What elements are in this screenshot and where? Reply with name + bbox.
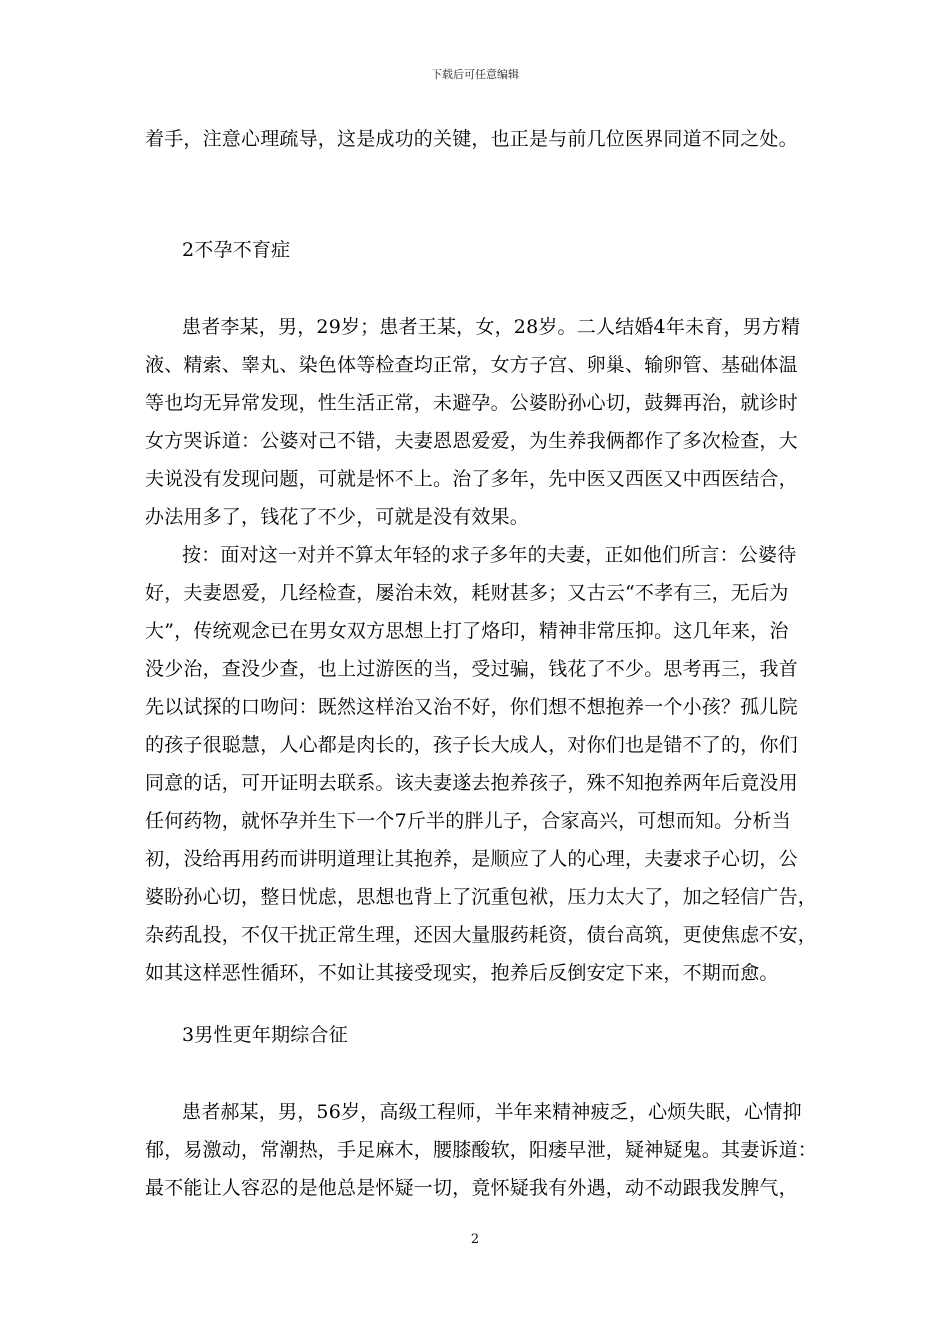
page-number: 2 xyxy=(470,1232,480,1247)
paragraph-line: 夫说没有发现问题，可就是怀不上。治了多年，先中医又西医又中西医结合， xyxy=(145,468,798,490)
paragraph-line: 最不能让人容忍的是他总是怀疑一切，竟怀疑我有外遇，动不动跟我发脾气， xyxy=(145,1177,798,1199)
paragraph-line: 办法用多了，钱花了不少，可就是没有效果。 xyxy=(145,506,530,528)
paragraph-line: 等也均无异常发现，性生活正常，未避孕。公婆盼孙心切，鼓舞再治，就诊时 xyxy=(145,392,798,414)
paragraph-line: 着手，注意心理疏导，这是成功的关键，也正是与前几位医界同道不同之处。 xyxy=(145,128,798,150)
paragraph-line: 按：面对这一对并不算太年轻的求子多年的夫妻，正如他们所言：公婆待 xyxy=(182,544,797,566)
paragraph-line: 液、精索、睾丸、染色体等检查均正常，女方子宫、卵巢、输卵管、基础体温 xyxy=(145,354,798,376)
paragraph-line: 任何药物，就怀孕并生下一个7斤半的胖儿子，合家高兴，可想而知。分析当 xyxy=(145,810,791,832)
paragraph-line: 先以试探的口吻问：既然这样治又治不好，你们想不想抱养一个小孩？孤儿院 xyxy=(145,696,798,718)
paragraph-line: 没少治，查没少查，也上过游医的当，受过骗，钱花了不少。思考再三，我首 xyxy=(145,658,798,680)
section-heading: 2不孕不育症 xyxy=(182,239,291,261)
paragraph-line: 杂药乱投，不仅干扰正常生理，还因大量服药耗资，债台高筑，更使焦虑不安， xyxy=(145,924,818,946)
paragraph-line: 女方哭诉道：公婆对己不错，夫妻恩恩爱爱，为生养我俩都作了多次检查，大 xyxy=(145,430,798,452)
paragraph-line: 大”，传统观念已在男女双方思想上打了烙印，精神非常压抑。这几年来，治 xyxy=(145,620,789,642)
paragraph-line: 患者李某，男，29岁；患者王某，女，28岁。二人结婚4年未育，男方精 xyxy=(182,316,801,338)
paragraph-line: 的孩子很聪慧，人心都是肉长的，孩子长大成人，对你们也是错不了的，你们 xyxy=(145,734,798,756)
paragraph-line: 郁，易激动，常潮热，手足麻木，腰膝酸软，阳痿早泄，疑神疑鬼。其妻诉道： xyxy=(145,1139,818,1161)
page-header: 下载后可任意编辑 xyxy=(431,68,519,81)
paragraph-line: 如其这样恶性循环，不如让其接受现实，抱养后反倒安定下来，不期而愈。 xyxy=(145,962,779,984)
paragraph-line: 婆盼孙心切，整日忧虑，思想也背上了沉重包袱，压力太大了，加之轻信广告， xyxy=(145,886,818,908)
paragraph-line: 同意的话，可开证明去联系。该夫妻遂去抱养孩子，殊不知抱养两年后竟没用 xyxy=(145,772,798,794)
paragraph-line: 患者郝某，男，56岁，高级工程师，半年来精神疲乏，心烦失眠，心情抑 xyxy=(182,1101,802,1123)
section-heading: 3男性更年期综合征 xyxy=(182,1024,348,1046)
paragraph-line: 好，夫妻恩爱，几经检查，屡治未效，耗财甚多；又古云“不孝有三，无后为 xyxy=(145,582,789,604)
paragraph-line: 初，没给再用药而讲明道理让其抱养，是顺应了人的心理，夫妻求子心切，公 xyxy=(145,848,798,870)
